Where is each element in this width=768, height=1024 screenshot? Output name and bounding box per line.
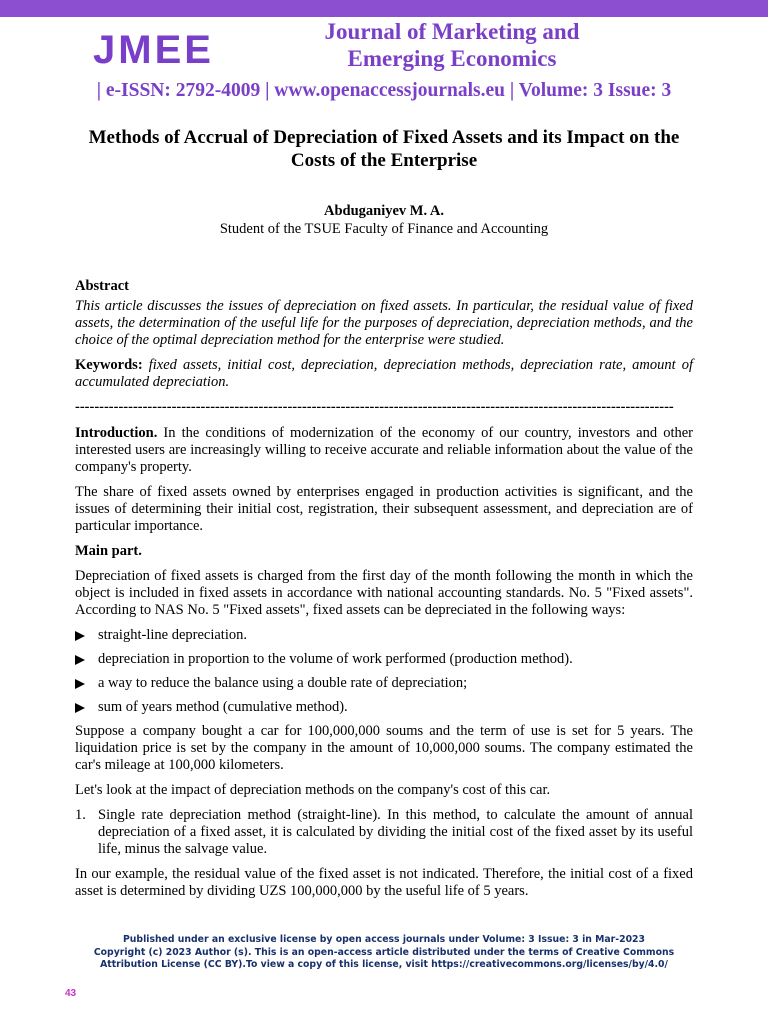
numbered-item-text: Single rate depreciation method (straight-line). In this method, to calculate the amount of annual depreciation of a fixed asset, it is calculated by dividing the initial cost of the fixed asset by its useful life, minus the salvage value. [98, 807, 693, 857]
journal-name [270, 18, 634, 72]
numbered-item-straight-line [75, 807, 693, 858]
list-item [75, 651, 693, 668]
arrow-bullet-icon [75, 631, 85, 641]
footer-line-3: Attribution License (CC BY).To view a copy of this license, visit https://creativecommons.org/licenses/by/4.0/ [100, 959, 668, 970]
arrow-bullet-icon [75, 655, 85, 665]
list-item [75, 675, 693, 692]
main-part-heading: Main part. [75, 543, 142, 559]
introduction-paragraph [75, 425, 693, 476]
journal-name-line-1: Journal of Marketing and [324, 19, 580, 44]
list-item-text: a way to reduce the balance using a double rate of depreciation; [98, 675, 468, 691]
arrow-bullet-icon [75, 679, 85, 689]
arrow-bullet-icon [75, 703, 85, 713]
page-number: 43 [65, 988, 77, 999]
list-item-text: depreciation in proportion to the volume of work performed (production method). [98, 651, 573, 667]
list-item-text: straight-line depreciation. [98, 627, 247, 643]
journal-logo: JMEE [93, 28, 214, 72]
fixed-assets-share-paragraph: The share of fixed assets owned by enterprises engaged in production activities is significant, and the issues of determining their initial cost, registration, their subsequent assessment, and depreciation are of particular importance. [75, 484, 693, 534]
depreciation-methods-list [75, 627, 693, 716]
keywords-text: fixed assets, initial cost, depreciation, depreciation methods, depreciation rate, amount of accumulated depreciation. [75, 357, 693, 390]
car-example-paragraph: Suppose a company bought a car for 100,000,000 soums and the term of use is set for 5 years. The liquidation price is set by the company in the amount of 10,000,000 soums. The company estimated the car's mileage at 100,000 kilometers. [75, 723, 693, 773]
impact-intro-paragraph: Let's look at the impact of depreciation methods on the company's cost of this car. [75, 782, 551, 798]
section-divider: ---------------------------------------------------------------------------------------------------------------------------- [75, 399, 674, 415]
footer-line-2: Copyright (c) 2023 Author (s). This is an open-access article distributed under the terms of Creative Commons [93, 946, 675, 958]
license-footer [70, 934, 698, 972]
list-item [75, 699, 693, 716]
introduction-label: Introduction. [75, 425, 158, 441]
author-name: Abduganiyev M. A. [323, 203, 445, 219]
author-affiliation: Student of the TSUE Faculty of Finance and Accounting [219, 221, 549, 237]
residual-value-paragraph: In our example, the residual value of the fixed asset is not indicated. Therefore, the initial cost of a fixed asset is determined by dividing UZS 100,000,000 by the useful life of 5 years. [75, 866, 693, 899]
depreciation-charge-paragraph: Depreciation of fixed assets is charged from the first day of the month following the month in which the object is included in fixed assets in accordance with national accounting standards. No. 5 "Fixed assets". According to NAS No. 5 "Fixed assets", fixed assets can be depreciated in the following ways: [75, 568, 693, 618]
issn-volume-line: | e-ISSN: 2792-4009 | www.openaccessjournals.eu | Volume: 3 Issue: 3 [96, 80, 672, 101]
keywords [75, 357, 693, 391]
abstract-text: This article discusses the issues of depreciation on fixed assets. In particular, the residual value of fixed assets, the determination of the useful life for the purposes of depreciation, depreciation methods, and the choice of the optimal depreciation method for the enterprise were studied. [75, 298, 693, 348]
list-item [75, 627, 693, 644]
journal-name-line-2: Emerging Economics [347, 46, 557, 71]
numbered-item-number: 1. [75, 807, 86, 823]
abstract-heading: Abstract [75, 278, 129, 294]
header-color-bar [0, 0, 768, 17]
list-item-text: sum of years method (cumulative method). [98, 699, 348, 715]
footer-line-1: Published under an exclusive license by open access journals under Volume: 3 Issue: 3 in Mar-2023 [122, 934, 645, 945]
article-body [75, 278, 693, 908]
introduction-text: In the conditions of modernization of the economy of our country, investors and other interested users are increasingly willing to receive accurate and reliable information about the value of the company's property. [75, 425, 694, 475]
keywords-label: Keywords: [75, 357, 143, 373]
article-title: Methods of Accrual of Depreciation of Fixed Assets and its Impact on the Costs of the Enterprise [88, 127, 680, 171]
